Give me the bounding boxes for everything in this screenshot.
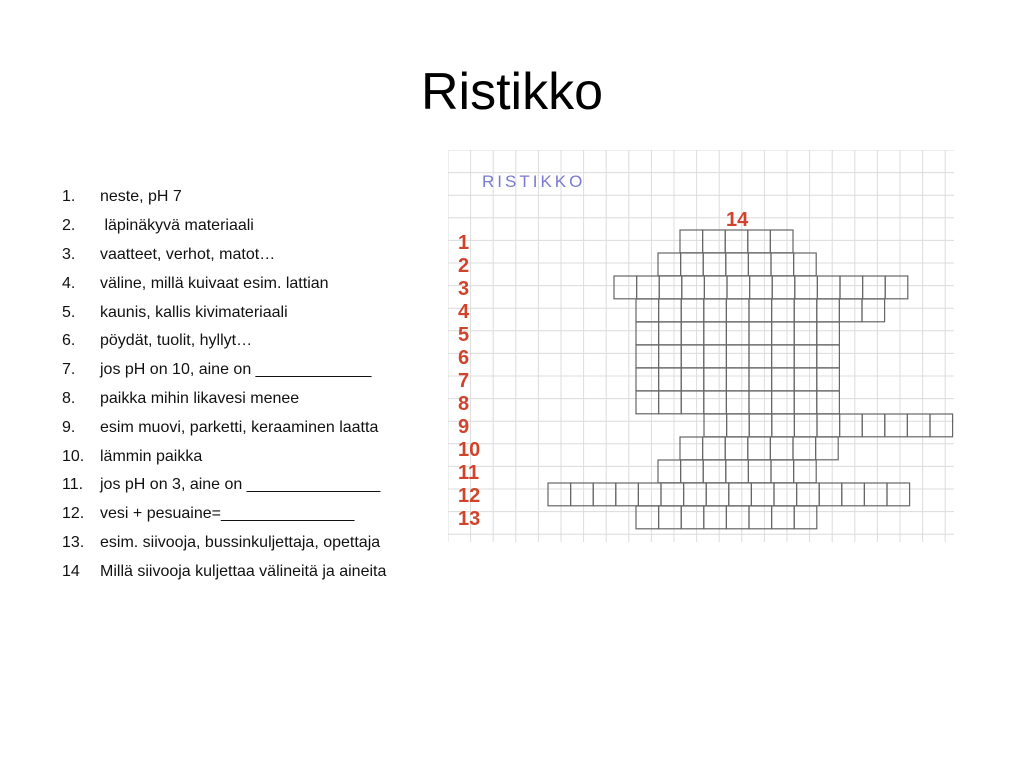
crossword-cell bbox=[771, 253, 794, 276]
crossword-cell bbox=[636, 299, 659, 322]
clue-number: 6. bbox=[62, 332, 76, 350]
crossword-cell bbox=[749, 414, 772, 437]
crossword-cell bbox=[703, 437, 726, 460]
clue-text: läpinäkyvä materiaali bbox=[100, 217, 254, 235]
crossword-cell bbox=[726, 322, 749, 345]
clue-item bbox=[62, 298, 386, 327]
clue-item bbox=[62, 183, 386, 212]
crossword-cell bbox=[794, 391, 817, 414]
crossword-cell bbox=[659, 391, 682, 414]
crossword-cell bbox=[772, 345, 795, 368]
crossword-cell bbox=[636, 345, 659, 368]
crossword-cell bbox=[704, 299, 727, 322]
row-label: 9 bbox=[458, 416, 470, 438]
clue-number: 2. bbox=[62, 217, 76, 235]
clue-number: 10. bbox=[62, 447, 85, 465]
row-label: 1 bbox=[458, 232, 470, 254]
crossword-cell bbox=[751, 483, 774, 506]
crossword-cell bbox=[726, 460, 749, 483]
row-label: 10 bbox=[458, 439, 481, 461]
crossword-cell bbox=[681, 368, 704, 391]
crossword-cell bbox=[636, 391, 659, 414]
crossword-cell bbox=[817, 299, 840, 322]
crossword-cell bbox=[862, 414, 885, 437]
crossword-cell bbox=[772, 414, 795, 437]
crossword-cell bbox=[684, 483, 707, 506]
clue-item bbox=[62, 385, 386, 414]
crossword-scan-image bbox=[448, 150, 954, 542]
crossword-cell bbox=[749, 345, 772, 368]
crossword-cell bbox=[725, 230, 748, 253]
crossword-cell bbox=[659, 345, 682, 368]
crossword-cell bbox=[748, 230, 771, 253]
crossword-cell bbox=[681, 345, 704, 368]
clue-item bbox=[62, 471, 386, 500]
row-label: 3 bbox=[458, 278, 470, 300]
clue-text: esim. siivooja, bussinkuljettaja, opettaja bbox=[100, 533, 381, 551]
crossword-cell bbox=[703, 230, 726, 253]
crossword-cell bbox=[750, 276, 773, 299]
crossword-cell bbox=[704, 368, 727, 391]
crossword-cell bbox=[703, 460, 726, 483]
crossword-cell bbox=[794, 368, 817, 391]
row-label: 2 bbox=[458, 255, 470, 277]
crossword-cell bbox=[680, 230, 703, 253]
clue-text: pöydät, tuolit, hyllyt… bbox=[100, 332, 253, 350]
crossword-cell bbox=[706, 483, 729, 506]
crossword-cell bbox=[864, 483, 887, 506]
crossword-cell bbox=[748, 437, 771, 460]
crossword-cell bbox=[726, 253, 749, 276]
crossword-cell bbox=[681, 391, 704, 414]
crossword-cell bbox=[703, 253, 726, 276]
clue-item bbox=[62, 500, 386, 529]
crossword-cell bbox=[774, 483, 797, 506]
crossword-cell bbox=[794, 414, 817, 437]
crossword-cell bbox=[681, 460, 704, 483]
crossword-cell bbox=[839, 299, 862, 322]
crossword-cell bbox=[817, 391, 840, 414]
clue-number: 12. bbox=[62, 505, 85, 523]
crossword-cell bbox=[794, 253, 817, 276]
row-label: 11 bbox=[458, 462, 480, 484]
clue-text: kaunis, kallis kivimateriaali bbox=[100, 303, 288, 321]
crossword-cell bbox=[704, 345, 727, 368]
crossword-cell bbox=[749, 299, 772, 322]
crossword-cell bbox=[726, 299, 749, 322]
crossword-cell bbox=[772, 322, 795, 345]
crossword-cells bbox=[548, 230, 953, 529]
row-label: 13 bbox=[458, 508, 481, 530]
crossword-cell bbox=[658, 253, 681, 276]
slide-title: Ristikko bbox=[420, 63, 604, 121]
crossword-cell bbox=[772, 299, 795, 322]
row-label: 5 bbox=[458, 324, 470, 346]
clue-text: vaatteet, verhot, matot… bbox=[100, 245, 276, 263]
column-label-14: 14 bbox=[726, 209, 749, 231]
crossword-cell bbox=[726, 368, 749, 391]
crossword-cell bbox=[682, 276, 705, 299]
crossword-cell bbox=[930, 414, 953, 437]
crossword-cell bbox=[681, 322, 704, 345]
clue-item bbox=[62, 557, 386, 586]
crossword-cell bbox=[614, 276, 637, 299]
crossword-cell bbox=[659, 506, 682, 529]
clue-number: 3. bbox=[62, 245, 76, 263]
crossword-cell bbox=[885, 414, 908, 437]
clue-text: esim muovi, parketti, keraaminen laatta bbox=[100, 418, 379, 436]
clue-text: jos pH on 3, aine on _______________ bbox=[100, 476, 381, 494]
crossword-cell bbox=[681, 253, 704, 276]
crossword-cell bbox=[593, 483, 616, 506]
clue-number: 8. bbox=[62, 389, 76, 407]
crossword-cell bbox=[548, 483, 571, 506]
clue-number: 13. bbox=[62, 533, 85, 551]
row-labels bbox=[458, 232, 480, 530]
clue-text: jos pH on 10, aine on _____________ bbox=[100, 361, 372, 379]
clue-item bbox=[62, 356, 386, 385]
crossword-cell bbox=[772, 276, 795, 299]
crossword-cell bbox=[817, 345, 840, 368]
crossword-cell bbox=[817, 368, 840, 391]
crossword-cell bbox=[840, 414, 863, 437]
crossword-cell bbox=[772, 391, 795, 414]
crossword-cell bbox=[704, 322, 727, 345]
crossword-cell bbox=[795, 276, 818, 299]
crossword-cell bbox=[794, 322, 817, 345]
crossword-cell bbox=[659, 276, 682, 299]
crossword-cell bbox=[704, 276, 727, 299]
crossword-cell bbox=[749, 506, 772, 529]
crossword-cell bbox=[681, 299, 704, 322]
crossword-cell bbox=[907, 414, 930, 437]
crossword-cell bbox=[636, 368, 659, 391]
crossword-cell bbox=[658, 460, 681, 483]
crossword-cell bbox=[726, 345, 749, 368]
crossword-cell bbox=[704, 414, 727, 437]
row-label: 8 bbox=[458, 393, 470, 415]
scan-heading: RISTIKKO bbox=[482, 172, 586, 191]
crossword-cell bbox=[636, 322, 659, 345]
clue-list bbox=[62, 183, 386, 586]
clue-item bbox=[62, 413, 386, 442]
row-label: 12 bbox=[458, 485, 481, 507]
crossword-cell bbox=[771, 460, 794, 483]
crossword-cell bbox=[797, 483, 820, 506]
crossword-cell bbox=[729, 483, 752, 506]
crossword-cell bbox=[794, 345, 817, 368]
clue-number: 7. bbox=[62, 361, 76, 379]
crossword-cell bbox=[794, 460, 817, 483]
crossword-cell bbox=[661, 483, 684, 506]
clue-number: 5. bbox=[62, 303, 76, 321]
crossword-cell bbox=[819, 483, 842, 506]
crossword-cell bbox=[862, 299, 885, 322]
crossword-cell bbox=[659, 322, 682, 345]
clue-text: neste, pH 7 bbox=[100, 188, 182, 206]
row-label: 6 bbox=[458, 347, 470, 369]
crossword-cell bbox=[794, 506, 817, 529]
crossword-cell bbox=[638, 483, 661, 506]
crossword-cell bbox=[749, 322, 772, 345]
clue-text: väline, millä kuivaat esim. lattian bbox=[100, 274, 329, 292]
crossword-cell bbox=[863, 276, 886, 299]
crossword-cell bbox=[817, 322, 840, 345]
clue-text: Millä siivooja kuljettaa välineitä ja aineita bbox=[100, 562, 387, 580]
crossword-cell bbox=[725, 437, 748, 460]
crossword-cell bbox=[794, 299, 817, 322]
crossword-cell bbox=[681, 506, 704, 529]
clue-item bbox=[62, 269, 386, 298]
crossword-cell bbox=[704, 391, 727, 414]
clue-item bbox=[62, 327, 386, 356]
clue-number: 11. bbox=[62, 476, 84, 494]
crossword-cell bbox=[840, 276, 863, 299]
crossword-cell bbox=[887, 483, 910, 506]
crossword-cell bbox=[637, 276, 660, 299]
clue-text: vesi + pesuaine=_______________ bbox=[100, 505, 355, 523]
clue-item bbox=[62, 241, 386, 270]
crossword-cell bbox=[726, 391, 749, 414]
crossword-cell bbox=[772, 506, 795, 529]
crossword-cell bbox=[817, 276, 840, 299]
crossword-cell bbox=[885, 276, 908, 299]
crossword-cell bbox=[727, 414, 750, 437]
crossword-cell bbox=[772, 368, 795, 391]
crossword-cell bbox=[770, 230, 793, 253]
crossword-cell bbox=[726, 506, 749, 529]
crossword-cell bbox=[816, 437, 839, 460]
crossword-cell bbox=[793, 437, 816, 460]
clue-item bbox=[62, 442, 386, 471]
clue-text: lämmin paikka bbox=[100, 447, 203, 465]
crossword-cell bbox=[727, 276, 750, 299]
row-label: 4 bbox=[458, 301, 470, 323]
crossword-cell bbox=[749, 368, 772, 391]
clue-item bbox=[62, 529, 386, 558]
crossword-cell bbox=[636, 506, 659, 529]
row-label: 7 bbox=[458, 370, 470, 392]
crossword-cell bbox=[704, 506, 727, 529]
crossword-cell bbox=[659, 368, 682, 391]
crossword-cell bbox=[748, 460, 771, 483]
clue-number: 4. bbox=[62, 274, 76, 292]
clue-text: paikka mihin likavesi menee bbox=[100, 389, 300, 407]
crossword-cell bbox=[571, 483, 594, 506]
crossword-cell bbox=[680, 437, 703, 460]
clue-number: 9. bbox=[62, 418, 76, 436]
crossword-cell bbox=[616, 483, 639, 506]
clue-item bbox=[62, 212, 386, 241]
crossword-cell bbox=[770, 437, 793, 460]
crossword-cell bbox=[749, 391, 772, 414]
crossword-cell bbox=[659, 299, 682, 322]
crossword-cell bbox=[817, 414, 840, 437]
crossword-cell bbox=[748, 253, 771, 276]
clue-number: 14 bbox=[62, 562, 80, 580]
crossword-cell bbox=[842, 483, 865, 506]
clue-number: 1. bbox=[62, 188, 76, 206]
